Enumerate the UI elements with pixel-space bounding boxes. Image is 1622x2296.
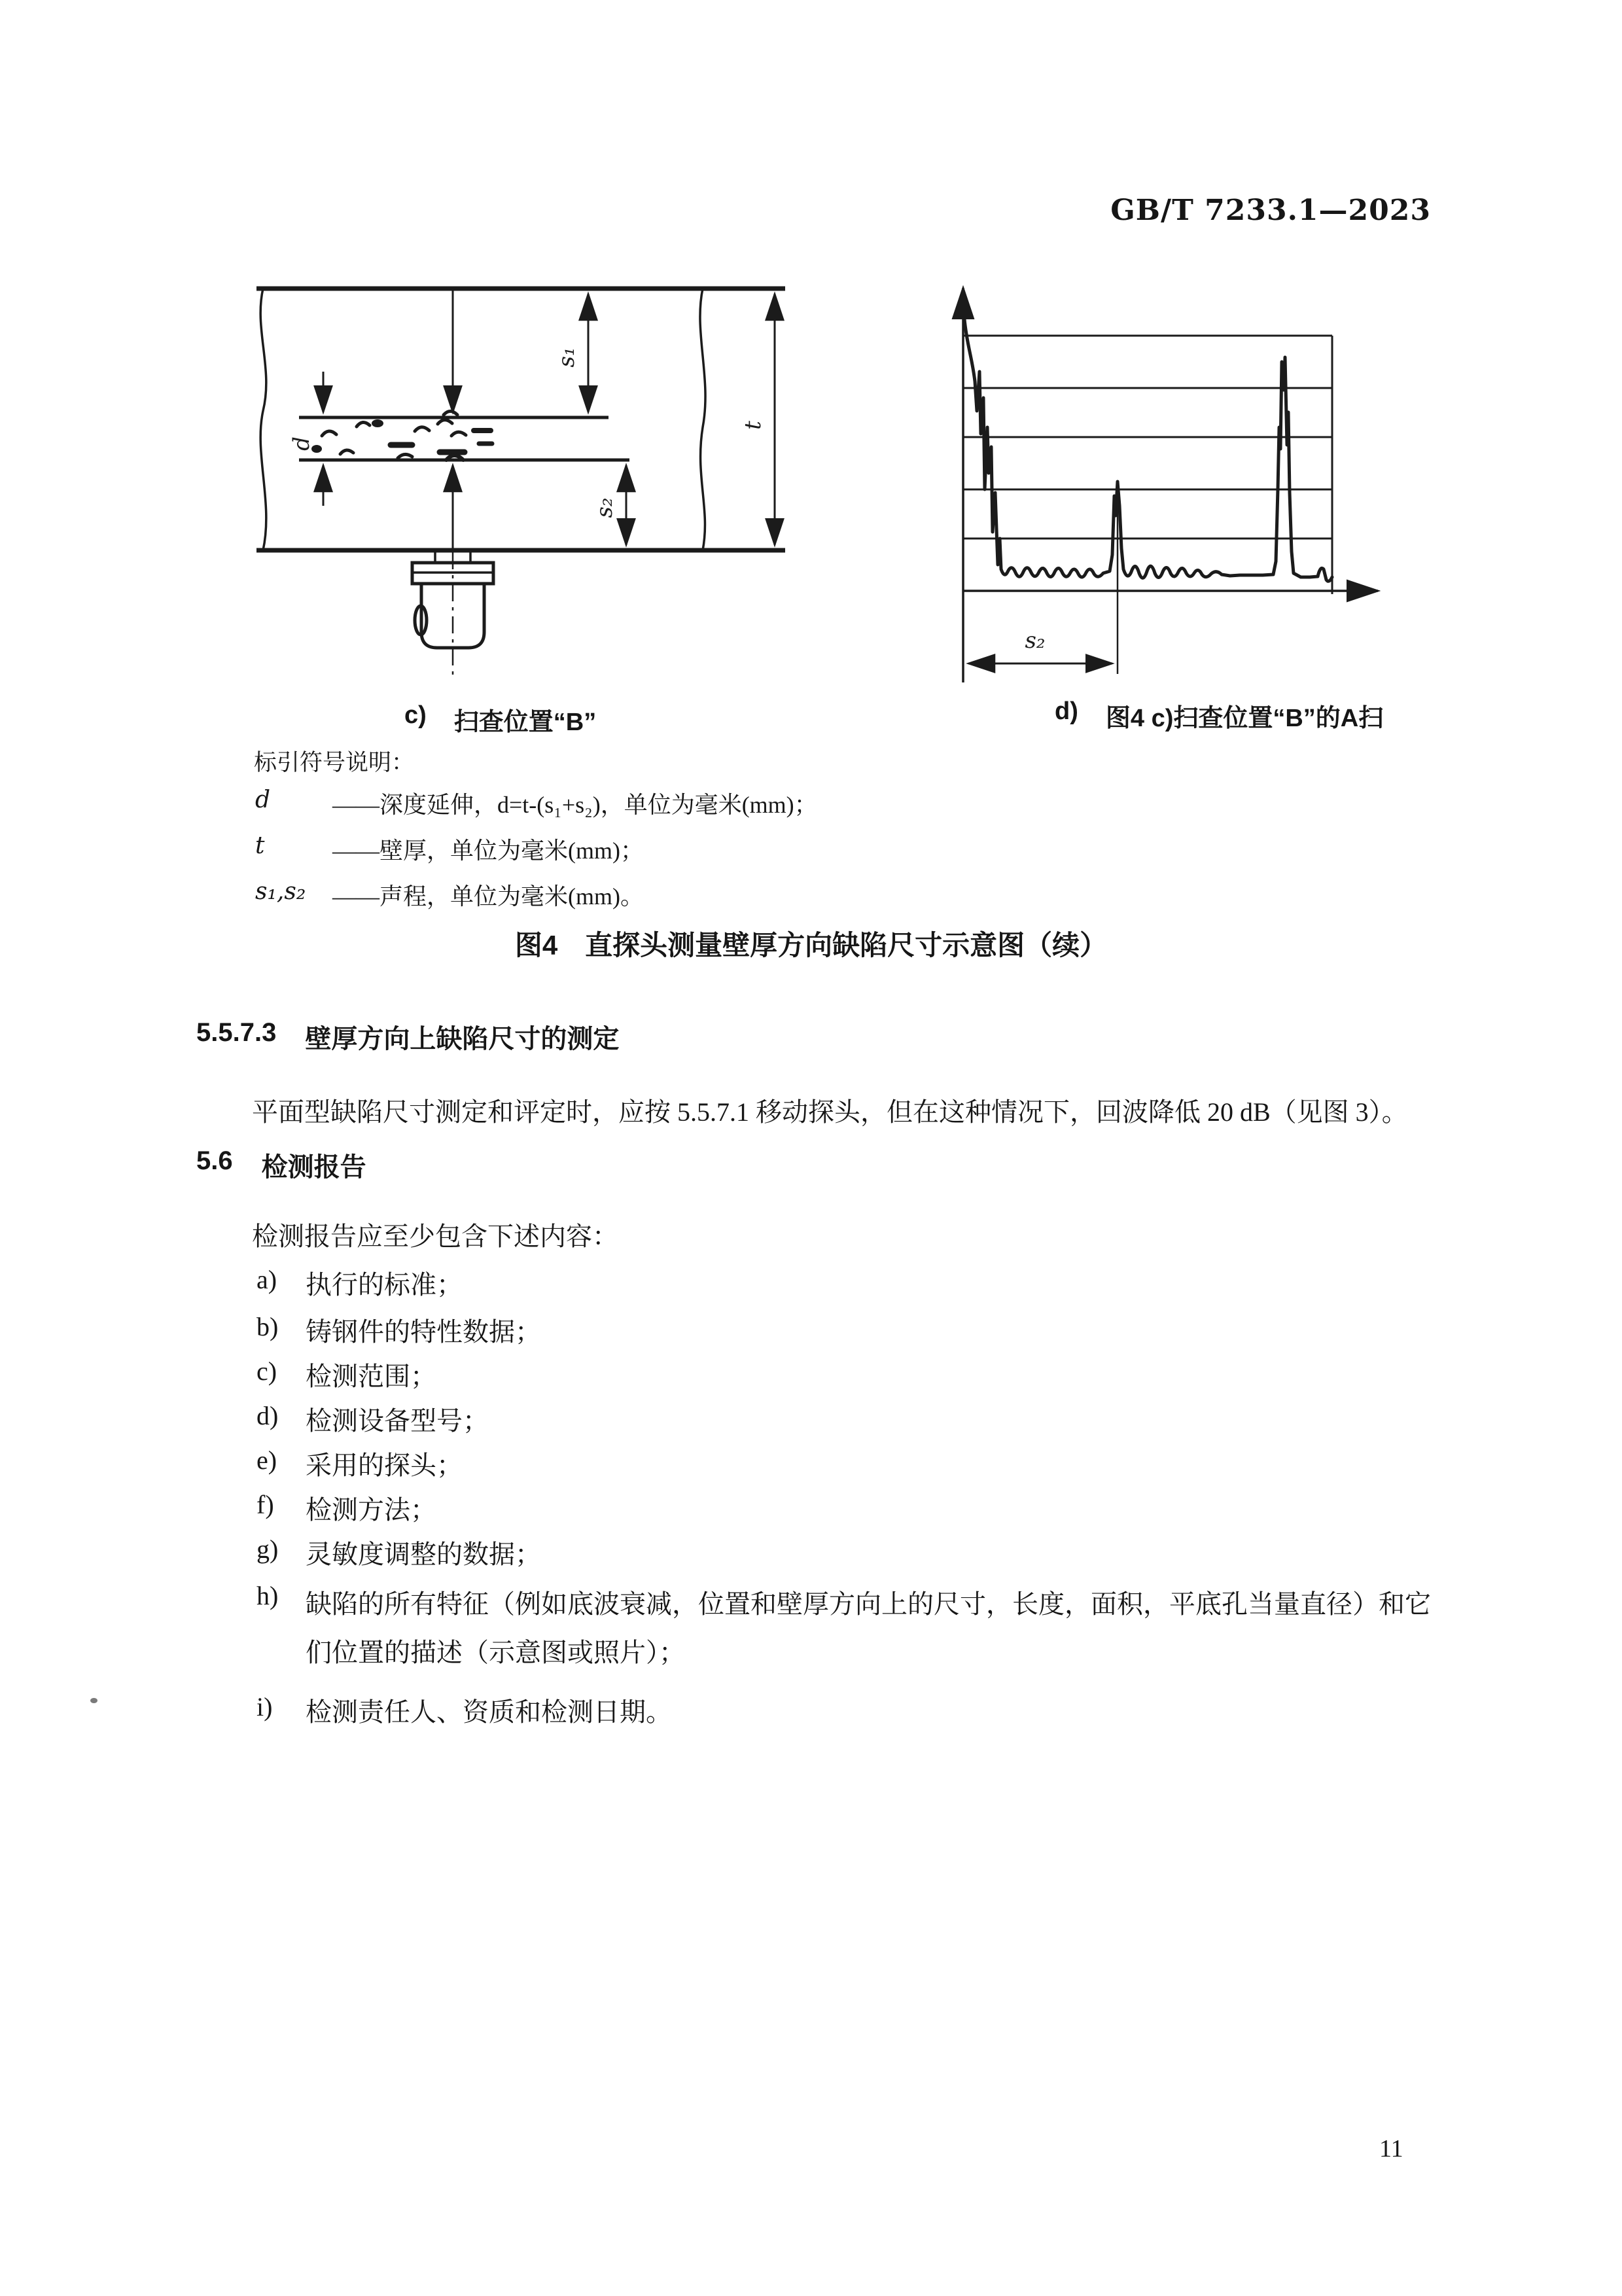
list-item-label: c) [256,1356,277,1386]
section-5-5-7-3-heading [196,1018,619,1055]
section-5-6-number: 5.6 [196,1146,233,1175]
legend-row-d [255,786,818,820]
dim-label-d: d [289,436,315,451]
page-number: 11 [1379,2135,1403,2163]
list-item: 灵敏度调整的数据； [306,1540,541,1569]
subfigure-d-caption [1055,698,1383,733]
scan-speck [90,1698,97,1703]
section-5-6-heading [196,1146,366,1184]
subfigure-c-label: c) [404,701,427,729]
break-edge-left [260,289,266,550]
dim-label-s2: s₂ [591,497,618,518]
list-item-label: a) [256,1265,277,1294]
legend-desc-t: ——壁厚，单位为毫米(mm)； [332,838,644,864]
list-item-label: e) [256,1445,277,1475]
legend-desc-d: ——深度延伸，d=t-(s₁+s₂)，单位为毫米(mm)； [332,792,818,818]
list-item: 缺陷的所有特征（例如底波衰减，位置和壁厚方向上的尺寸，长度，面积，平底孔当量直径）和它们位置的描述（示意图或照片）； [306,1589,1431,1667]
section-5-5-7-3-number: 5.5.7.3 [196,1018,277,1047]
section-5-6-title: 检测报告 [261,1153,366,1182]
dim-label-t: t [740,421,766,430]
list-item-label: f) [256,1490,274,1519]
figure4-caption: 图4 直探头测量壁厚方向缺陷尺寸示意图（续） [514,930,1108,961]
list-item-label: d) [256,1401,279,1430]
legend-symbol-d: d [255,786,271,813]
list-item-label: h) [256,1581,279,1610]
section-5-5-7-3-title: 壁厚方向上缺陷尺寸的测定 [305,1025,620,1053]
subfigure-d-text: 图4 c)扫查位置“B”的A扫 [1105,705,1384,732]
list-item: 铸钢件的特性数据； [306,1317,541,1347]
legend-symbol-t: t [255,832,265,859]
break-edge-right [700,289,705,550]
list-item-label: b) [256,1312,279,1341]
ascan-dim-label-s2: s₂ [1025,627,1046,654]
figure-c-cross-section-diagram [243,280,800,712]
subfigure-c-text: 扫查位置“B” [453,709,597,736]
section-5-6-intro: 检测报告应至少包含下述内容： [252,1222,618,1251]
subfigure-c-caption [404,701,596,737]
standard-number: GB/T 7233.1—2023 [1110,194,1431,227]
legend-title: 标引符号说明： [254,750,415,775]
section-5-5-7-3-paragraph: 平面型缺陷尺寸测定和评定时，应按 5.5.7.1 移动探头，但在这种情况下，回波降低 20 dB（见图 3）。 [252,1097,1408,1127]
list-item: 检测责任人、资质和检测日期。 [306,1697,672,1727]
dim-label-s1: s₁ [554,347,580,368]
list-item: 检测方法； [306,1495,436,1525]
figure-d-ascan-diagram [942,274,1400,705]
list-item-label: g) [256,1534,279,1564]
list-item: 执行的标准； [306,1270,463,1299]
legend-row-s [255,878,644,911]
probe [412,552,493,680]
list-item: 检测设备型号； [306,1406,489,1436]
subfigure-d-label: d) [1055,698,1078,725]
list-item-label: i) [256,1692,273,1722]
legend-desc-s: ——声程，单位为毫米(mm)。 [332,883,644,910]
ascan-trace [964,319,1332,581]
legend-symbol-s: s₁,s₂ [255,878,306,905]
list-item: 采用的探头； [306,1451,463,1480]
list-item: 检测范围； [306,1362,436,1391]
legend-row-t [255,832,644,866]
